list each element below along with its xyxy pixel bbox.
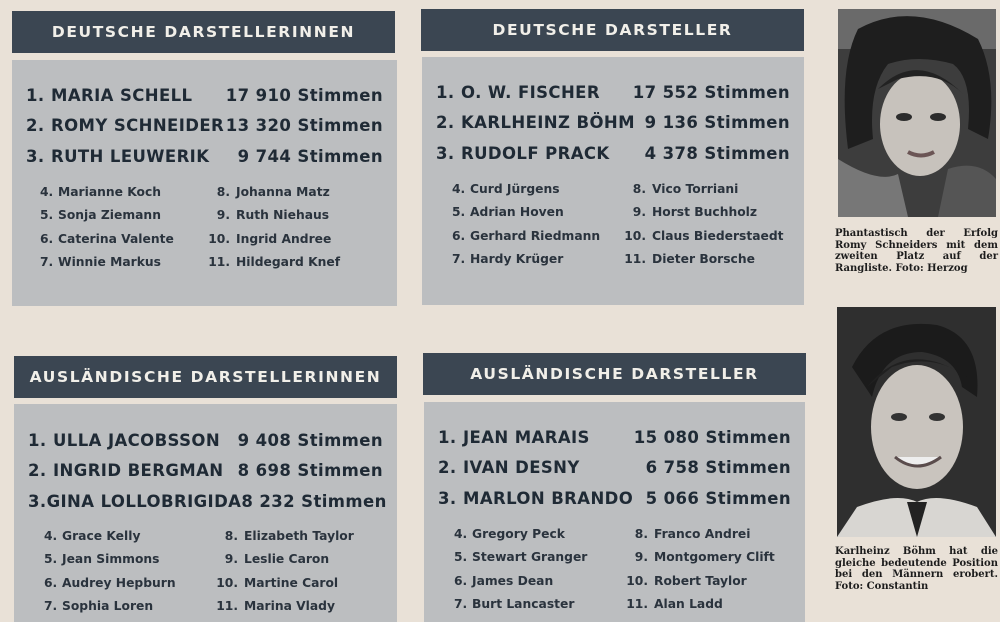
- list-item: 4. Marianne Koch: [40, 184, 162, 199]
- rank-number: 1.: [26, 85, 45, 105]
- list-item: 6. Audrey Hepburn: [44, 575, 176, 590]
- actor-name: Dieter Borsche: [652, 252, 755, 267]
- actor-name: James Dean: [472, 573, 554, 588]
- portrait-photo-karlheinz-boehm: [837, 307, 996, 537]
- runner-up-list: [454, 522, 775, 616]
- rank-number: 1.: [438, 427, 457, 447]
- actor-name: Hildegard Knef: [236, 255, 341, 270]
- vote-count: 17 910 Stimmen: [225, 85, 383, 105]
- actor-name: Robert Taylor: [654, 573, 747, 588]
- actor-name: Sophia Loren: [62, 599, 154, 614]
- vote-count: 9 408 Stimmen: [237, 430, 383, 450]
- actor-name: GINA LOLLOBRIGIDA: [46, 491, 242, 511]
- list-item: 10. Claus Biederstaedt: [624, 228, 784, 243]
- list-item: 11. Hildegard Knef: [208, 255, 341, 270]
- ranking-box: [424, 402, 805, 622]
- list-item: 10. Ingrid Andree: [208, 231, 332, 246]
- rank-number: 3.: [438, 488, 457, 508]
- top-three-list: [438, 422, 791, 514]
- actor-name: Gregory Peck: [472, 526, 565, 541]
- caption-text: Phantastisch der Erfolg Romy Schneiders mit dem zweiten Platz auf der Rangliste.: [835, 228, 998, 274]
- actor-name: O. W. FISCHER: [461, 82, 600, 102]
- actor-name: Elizabeth Taylor: [244, 528, 354, 543]
- vote-count: 13 320 Stimmen: [225, 116, 383, 136]
- ranking-row: [26, 80, 383, 111]
- top-three-list: [26, 80, 383, 172]
- list-item: 4. Curd Jürgens: [452, 181, 560, 196]
- actor-name: Montgomery Clift: [654, 550, 775, 565]
- list-item: 6. Gerhard Riedmann: [452, 228, 601, 243]
- actor-name: Sonja Ziemann: [58, 208, 161, 223]
- list-item: 5. Sonja Ziemann: [40, 208, 161, 223]
- actor-name: Claus Biederstaedt: [652, 228, 784, 243]
- rank-number: 3.: [26, 146, 45, 166]
- ranking-row: [28, 425, 383, 456]
- list-item: 9. Horst Buchholz: [632, 205, 758, 220]
- actor-name: Gerhard Riedmann: [470, 228, 601, 243]
- list-item: 6. Caterina Valente: [40, 231, 174, 246]
- rank-number: 2.: [26, 116, 45, 136]
- actor-name: Curd Jürgens: [470, 181, 560, 196]
- ranking-box: [422, 57, 804, 305]
- list-item: 8. Franco Andrei: [634, 526, 751, 541]
- actor-name: JEAN MARAIS: [463, 427, 590, 447]
- actor-name: IVAN DESNY: [463, 458, 580, 478]
- ranking-row: [28, 456, 383, 487]
- photo-credit: Foto: Constantin: [835, 580, 929, 592]
- list-item: 5. Jean Simmons: [44, 552, 160, 567]
- rank-number: 2.: [438, 458, 457, 478]
- panel-title: AUSLÄNDISCHE DARSTELLER: [423, 353, 806, 395]
- actor-name: Ingrid Andree: [236, 231, 332, 246]
- list-item: 7. Winnie Markus: [40, 255, 161, 270]
- ranking-row: [436, 77, 790, 108]
- actor-name: Vico Torriani: [652, 181, 739, 196]
- vote-count: 4 378 Stimmen: [644, 143, 790, 163]
- photo-caption-boehm: [835, 546, 998, 592]
- panel-title: AUSLÄNDISCHE DARSTELLERINNEN: [14, 356, 397, 398]
- rank-number: 3.: [436, 143, 455, 163]
- ranking-row: [26, 111, 383, 142]
- actor-name: INGRID BERGMAN: [53, 461, 224, 481]
- actor-name: Caterina Valente: [58, 231, 174, 246]
- runner-up-list: [452, 177, 784, 271]
- list-item: 10. Robert Taylor: [626, 573, 747, 588]
- list-item: 5. Adrian Hoven: [452, 205, 564, 220]
- vote-count: 9 744 Stimmen: [237, 146, 383, 166]
- actor-name: Alan Ladd: [654, 597, 723, 612]
- ranking-row: [436, 108, 790, 139]
- actor-name: Winnie Markus: [58, 255, 161, 270]
- actor-name: Ruth Niehaus: [236, 208, 330, 223]
- photo-caption-romy: [835, 228, 998, 274]
- list-item: 9. Ruth Niehaus: [216, 208, 330, 223]
- list-item: 7. Sophia Loren: [44, 599, 154, 614]
- actor-name: Marina Vlady: [244, 599, 335, 614]
- list-item: 8. Johanna Matz: [216, 184, 330, 199]
- actor-name: Johanna Matz: [236, 184, 330, 199]
- list-item: 4. Grace Kelly: [44, 528, 141, 543]
- vote-count: 17 552 Stimmen: [632, 82, 790, 102]
- ranking-row: [438, 422, 791, 453]
- runner-up-list: [40, 180, 340, 274]
- vote-count: 9 136 Stimmen: [644, 113, 790, 133]
- list-item: 11. Alan Ladd: [626, 597, 723, 612]
- ranking-row: [438, 483, 791, 514]
- actor-name: Martine Carol: [244, 575, 339, 590]
- ranking-row: [438, 453, 791, 484]
- list-item: 11. Marina Vlady: [216, 599, 335, 614]
- ranking-row: [26, 141, 383, 172]
- rank-number: 3.: [28, 491, 47, 511]
- vote-count: 6 758 Stimmen: [645, 458, 791, 478]
- actor-name: Adrian Hoven: [470, 205, 564, 220]
- actor-name: ROMY SCHNEIDER: [51, 116, 225, 136]
- actor-name: Horst Buchholz: [652, 205, 758, 220]
- runner-up-list: [44, 524, 354, 618]
- actor-name: Marianne Koch: [58, 184, 162, 199]
- rank-number: 2.: [436, 113, 455, 133]
- actor-name: Grace Kelly: [62, 528, 141, 543]
- actor-name: Stewart Granger: [472, 550, 588, 565]
- vote-count: 8 698 Stimmen: [237, 461, 383, 481]
- list-item: 4. Gregory Peck: [454, 526, 565, 541]
- list-item: 6. James Dean: [454, 573, 554, 588]
- actor-name: Leslie Caron: [244, 552, 330, 567]
- photo-credit: Foto: Herzog: [895, 262, 968, 274]
- actor-name: RUTH LEUWERIK: [51, 146, 210, 166]
- actor-name: MARIA SCHELL: [51, 85, 193, 105]
- caption-text: Karlheinz Böhm hat die gleiche bedeutende Position bei den Männern erobert.: [835, 546, 998, 581]
- list-item: 8. Elizabeth Taylor: [224, 528, 354, 543]
- vote-count: 8 232 Stimmen: [241, 491, 387, 511]
- panel-title: DEUTSCHE DARSTELLERINNEN: [12, 11, 395, 53]
- vote-count: 15 080 Stimmen: [633, 427, 791, 447]
- ranking-row: [28, 486, 387, 517]
- panel-title: DEUTSCHE DARSTELLER: [421, 9, 804, 51]
- actor-name: ULLA JACOBSSON: [53, 430, 221, 450]
- portrait-image: [838, 9, 996, 217]
- rank-number: 1.: [28, 430, 47, 450]
- list-item: 5. Stewart Granger: [454, 550, 588, 565]
- portrait-image: [837, 307, 996, 537]
- actor-name: MARLON BRANDO: [463, 488, 634, 508]
- vote-count: 5 066 Stimmen: [645, 488, 791, 508]
- actor-name: Jean Simmons: [62, 552, 160, 567]
- ranking-box: [14, 404, 397, 622]
- top-three-list: [436, 77, 790, 169]
- list-item: 10. Martine Carol: [216, 575, 339, 590]
- actor-name: Audrey Hepburn: [62, 575, 176, 590]
- actor-name: KARLHEINZ BÖHM: [461, 113, 635, 133]
- list-item: 9. Leslie Caron: [224, 552, 330, 567]
- actor-name: Burt Lancaster: [472, 597, 575, 612]
- portrait-photo-romy-schneider: [838, 9, 996, 217]
- actor-name: Franco Andrei: [654, 526, 751, 541]
- list-item: 7. Hardy Krüger: [452, 252, 564, 267]
- ranking-box: [12, 60, 397, 306]
- list-item: 9. Montgomery Clift: [634, 550, 775, 565]
- ranking-row: [436, 138, 790, 169]
- list-item: 7. Burt Lancaster: [454, 597, 575, 612]
- list-item: 11. Dieter Borsche: [624, 252, 755, 267]
- actor-name: RUDOLF PRACK: [461, 143, 610, 163]
- top-three-list: [28, 425, 387, 517]
- rank-number: 2.: [28, 461, 47, 481]
- list-item: 8. Vico Torriani: [632, 181, 739, 196]
- actor-name: Hardy Krüger: [470, 252, 564, 267]
- rank-number: 1.: [436, 82, 455, 102]
